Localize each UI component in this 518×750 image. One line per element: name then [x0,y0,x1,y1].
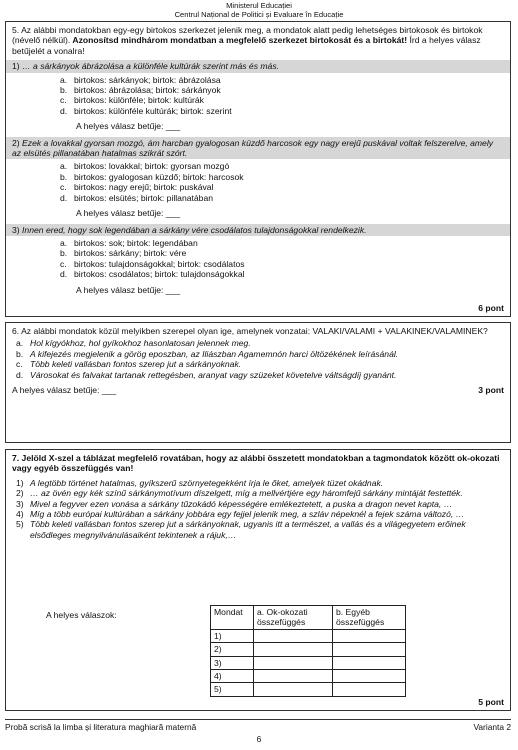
option-letter: b. [60,85,68,96]
table-row [211,683,406,696]
q6-answer-row [12,385,504,395]
q5-prompt-bold: Azonosítsd mindhárom mondatban a megfelelő szerkezet birtokosát és a birtokát! [72,35,408,46]
q6-option [16,359,504,370]
option-text: birtokos: tulajdonságokkal; birtok: csodálatos [74,258,245,269]
sentence-text: Míg a több európai kultúrában a sárkány jobbára egy fejjel jelenik meg, a szláv népeknél a fejek száma változó, … [30,509,465,520]
page-footer [5,719,511,732]
row-number: 5) [211,683,254,696]
row-number: 3) [211,656,254,669]
q7-points: 5 pont [478,696,504,707]
q6-option [16,369,504,380]
table-row [211,670,406,683]
q7-sentence [16,519,504,540]
ok-okozati-cell[interactable] [254,683,333,696]
q5-option [60,182,504,193]
option-text: A kifejezés megjelenik a görög eposzban, az Iliászban Agamemnón harci öltözékének leírásánál. [30,348,399,359]
option-letter: a. [60,237,68,248]
q7-sentence [16,498,504,509]
q5-option [60,95,504,106]
egyeb-cell[interactable] [333,683,406,696]
q5-sentence-number: 2) [12,137,20,148]
sentence-number: 4) [16,509,24,520]
q5-options [12,238,504,280]
q6-option [16,338,504,349]
option-letter: c. [60,258,67,269]
q5-answer-line: A helyes válasz betűje: ___ [76,121,181,132]
q5-option [60,192,504,203]
option-letter: d. [16,369,24,380]
sentence-text: A legtöbb történet hatalmas, gyíkszerű szörnyetegekként írja le őket, amelyek tüzet okádnak. [30,477,384,488]
q7-answer-table [210,605,406,697]
q5-sentence-text: … a sárkányok ábrázolása a különféle kultúrák szerint más és más. [22,61,280,72]
option-text: birtokos: nagy erejű; birtok: puskával [74,182,214,193]
option-letter: c. [60,182,67,193]
question-6-box [5,322,511,443]
option-letter: a. [16,338,24,349]
q5-items [12,60,504,295]
q5-option [60,248,504,259]
q6-points: 3 pont [478,385,504,396]
q7-sentence [16,477,504,488]
question-6-prompt: 6. Az alábbi mondatok közül melyikben szerepel olyan ige, amelynek vonzatai: VALAKI/VALAMI + VALAKINEK/VALAMINEK? [12,326,488,336]
option-text: birtokos: gyalogosan küzdő; birtok: harcosok [74,171,244,182]
header-center: Centrul Național de Politici și Evaluare în Educație [174,9,344,19]
q5-option [60,161,504,172]
option-text: birtokos: sárkány; birtok: vére [74,248,187,259]
q6-options [12,338,504,380]
q5-prompt-plain: 5. Az alábbi mondatokban egy-egy birtokos szerkezet jelenik meg, a mondatok alatt pedig lehetséges birtokosok és birtokok (névelő nélkül). [12,25,483,46]
egyeb-cell[interactable] [333,643,406,656]
table-row [211,629,406,642]
option-text: Több keleti vallásban fontos szerep jut a sárkányoknak. [30,359,242,370]
option-text: birtokos: ábrázolása; birtok: sárkányok [74,85,221,96]
q5-option [60,237,504,248]
option-letter: d. [60,192,68,203]
option-letter: b. [16,348,24,359]
option-text: birtokos: különféle kultúrák; birtok: szerint [74,105,232,116]
q5-sentence-text: Innen ered, hogy sok legendában a sárkány vére csodálatos tulajdonságokkal rendelkezik. [22,224,367,235]
q5-options [12,161,504,203]
sentence-number: 1) [16,477,24,488]
footer-exam-title: Probă scrisă la limba și literatura maghiară maternă [5,722,197,732]
question-5-prompt [12,25,504,56]
egyeb-cell[interactable] [333,670,406,683]
option-letter: b. [60,248,68,259]
option-letter: d. [60,269,68,280]
q5-option [60,171,504,182]
footer-variant: Varianta 2 [473,722,511,732]
q5-options [12,75,504,117]
q5-option [60,269,504,280]
option-letter: b. [60,171,68,182]
question-5-box [5,21,511,317]
q5-sentence-number: 1) [12,61,20,72]
option-letter: a. [60,74,68,85]
egyeb-cell[interactable] [333,656,406,669]
sentence-text: … az övén egy kék színű sárkánymotívum díszelgett, míg a mellvértjére egy háromfejű sárkány mintáját festették. [30,488,463,499]
ok-okozati-cell[interactable] [254,670,333,683]
q7-table-body [211,629,406,696]
option-text: birtokos: lovakkal; birtok: gyorsan mozgó [74,161,230,172]
ok-okozati-cell[interactable] [254,629,333,642]
page-number: 6 [256,734,262,744]
q5-sentence [6,60,510,72]
sentence-number: 3) [16,498,24,509]
q5-points: 6 pont [478,302,504,313]
q5-option [60,74,504,85]
q5-sentence-text: Ezek a lovakkal gyorsan mozgó, ám harcban gyalogosan küzdő harcosok egy nagy erejű puskával voltak felszerelve, amely az elsütés pillanatában hatalmas szikrát szórt. [12,137,494,159]
q6-answer-label: A helyes válasz betűje: ___ [12,385,117,396]
table-header-ok-okozati: a. Ok-okozati összefüggés [254,606,333,630]
q7-sentence [16,488,504,499]
table-header-egyeb: b. Egyéb összefüggés [333,606,406,630]
q5-option [60,85,504,96]
sentence-text: Több keleti vallásban fontos szerep jut a sárkányoknak, ugyanis itt a természet, a vallás és a világegyetem erőinek elsődleges megnyilvánulásaiként tekintenek a rájuk,… [30,519,466,540]
q5-answer-line: A helyes válasz betűje: ___ [76,284,181,295]
q7-items [12,478,504,540]
option-text: Hol kígyókhoz, hol gyíkokhoz hasonlatosan jelennek meg. [30,338,251,349]
sentence-number: 5) [16,519,24,530]
q7-sentence [16,509,504,520]
option-text: birtokos: elsütés; birtok: pillanatában [74,192,214,203]
option-letter: a. [60,161,68,172]
row-number: 1) [211,629,254,642]
option-text: birtokos: sárkányok; birtok: ábrázolása [74,74,221,85]
sentence-number: 2) [16,488,24,499]
question-7-prompt: 7. Jelöld X-szel a táblázat megfelelő rovatában, hogy az alábbi összetett mondatokban a tagmondatok között ok-okozati vagy egyéb összefüggés van! [12,453,500,474]
option-text: birtokos: sok; birtok: legendában [74,237,198,248]
header-ministry: Ministerul Educației [226,1,292,10]
page-header [0,2,518,20]
q7-answers-label: A helyes válaszok: [46,610,117,620]
egyeb-cell[interactable] [333,629,406,642]
option-text: birtokos: különféle; birtok: kultúrák [74,95,204,106]
table-row [211,643,406,656]
option-text: birtokos: csodálatos; birtok: tulajdonságokkal [74,269,245,280]
q6-option [16,348,504,359]
q5-answer-line: A helyes válasz betűje: ___ [76,208,181,219]
q5-sentence-number: 3) [12,224,20,235]
option-letter: d. [60,105,68,116]
row-number: 2) [211,643,254,656]
table-header-mondat: Mondat [211,606,254,630]
q5-option [60,105,504,116]
row-number: 4) [211,670,254,683]
option-text: Városokat és falvakat tartanak rettegésben, aranyat vagy szüzeket követelve váltságdíj gyanánt. [30,369,397,380]
option-letter: c. [16,359,23,370]
ok-okozati-cell[interactable] [254,643,333,656]
sentence-text: Mivel a fegyver ezen vonása a sárkány tűzokádó képességére emlékeztetett, a puska a dragon nevet kapta, … [30,498,453,509]
q5-option [60,258,504,269]
table-row [211,656,406,669]
ok-okozati-cell[interactable] [254,656,333,669]
question-7-box [5,449,511,711]
option-letter: c. [60,95,67,106]
q5-sentence [6,224,510,236]
q5-sentence [6,137,510,160]
q5-prompt-tail: Írd a helyes válasz betűjelét a vonalra! [12,35,481,56]
